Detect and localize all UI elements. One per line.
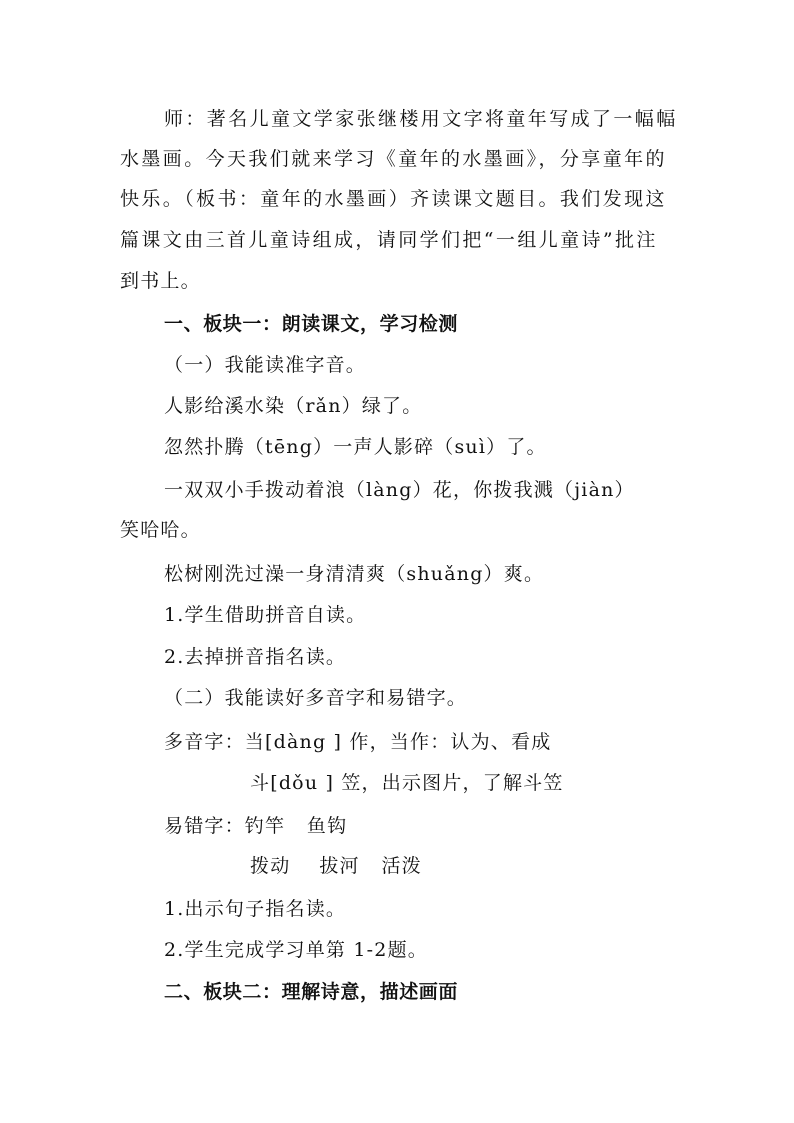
pinyin-line-3: 一双双小手拨动着浪（làng）花，你拨我溅（jiàn）: [164, 479, 635, 501]
intro-line-2: 水墨画。今天我们就来学习《童年的水墨画》，分享童年的: [120, 148, 667, 170]
step2-item-2: 2.学生完成学习单第 1-2题。: [164, 939, 428, 961]
pinyin-line-2: 忽然扑腾（tēng）一声人影碎（suì）了。: [164, 436, 547, 458]
step1-item-2: 2.去掉拼音指名读。: [164, 646, 347, 668]
intro-line-4: 篇课文由三首儿童诗组成，请同学们把“一组儿童诗”批注: [120, 229, 658, 251]
step1-item-1: 1.学生借助拼音自读。: [164, 604, 367, 626]
intro-line-1: 师：著名儿童文学家张继楼用文字将童年写成了一幅幅: [164, 108, 678, 130]
sub2-heading: （二）我能读好多音字和易错字。: [164, 687, 468, 709]
pinyin-line-5: 松树刚洗过澡一身清清爽（shuǎng）爽。: [164, 563, 545, 585]
polyphonic-line-2: 斗[dǒu ] 笠，出示图片，了解斗笠: [250, 772, 564, 794]
pinyin-line-4: 笑哈哈。: [120, 519, 201, 541]
sub1-heading: （一）我能读准字音。: [164, 354, 367, 376]
polyphonic-line-1: 多音字：当[dàng ] 作，当作：认为、看成: [164, 731, 552, 753]
error-prone-line-1: 易错字：钓竿 鱼钩: [164, 815, 348, 837]
error-prone-line-2: 拨动 拔河 活泼: [250, 855, 422, 877]
section1-heading: 一、板块一：朗读课文，学习检测: [164, 313, 459, 335]
step2-item-1: 1.出示句子指名读。: [164, 898, 347, 920]
pinyin-line-1: 人影给溪水染（rǎn）绿了。: [164, 395, 423, 417]
intro-line-3: 快乐。（板书：童年的水墨画）齐读课文题目。我们发现这: [120, 188, 667, 210]
intro-line-5: 到书上。: [120, 270, 201, 292]
section2-heading: 二、板块二：理解诗意，描述画面: [164, 981, 459, 1003]
